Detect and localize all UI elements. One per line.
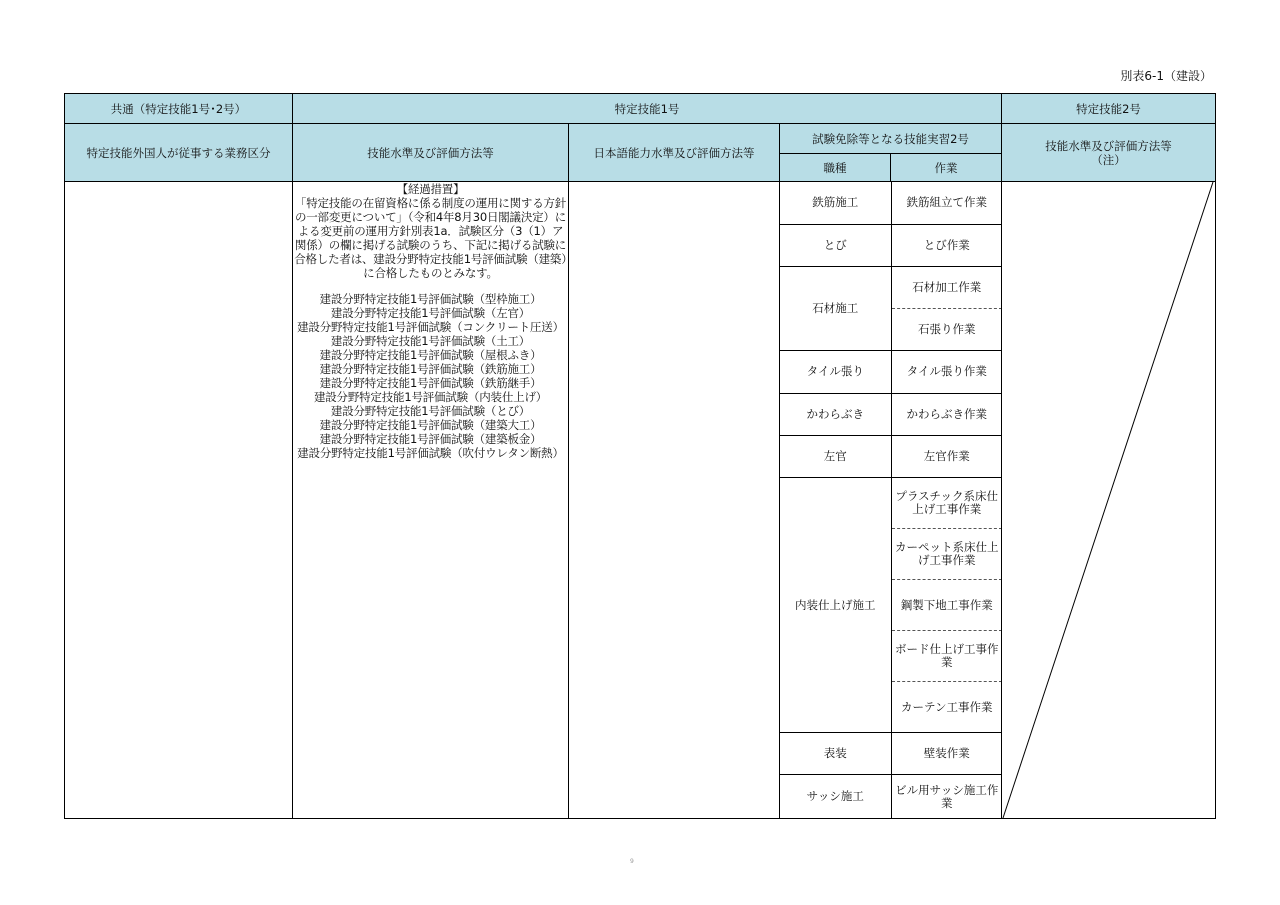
exam-item: 建設分野特定技能1号評価試験（吹付ウレタン断熱） [297, 445, 564, 460]
work-name: とび作業 [891, 224, 1002, 266]
occupation-name: 石材施工 [780, 266, 891, 350]
work-name: ビル用サッシ施工作業 [891, 775, 1002, 818]
occupation-name: 鉄筋施工 [780, 182, 891, 224]
diagonal-line [1003, 182, 1213, 818]
document-label: 別表6-1（建設） [1120, 69, 1212, 83]
work-name: ボード仕上げ工事作業 [891, 631, 1002, 682]
work-name: 鋼製下地工事作業 [891, 580, 1002, 631]
exam-item: 建設分野特定技能1号評価試験（建築板金） [319, 431, 542, 446]
exam-item: 建設分野特定技能1号評価試験（とび） [330, 403, 531, 418]
work-name: カーペット系床仕上げ工事作業 [891, 529, 1002, 580]
exam-item: 建設分野特定技能1号評価試験（鉄筋施工） [319, 361, 542, 376]
work-name: 石材加工作業 [891, 266, 1002, 308]
work-name: 鉄筋組立て作業 [891, 182, 1002, 224]
work-name: カーテン工事作業 [891, 682, 1002, 733]
exam-item: 建設分野特定技能1号評価試験（内装仕上げ） [313, 389, 548, 404]
exam-item: 建設分野特定技能1号評価試験（建築大工） [319, 417, 542, 432]
occupation-name: かわらぶき [780, 393, 891, 435]
header-occupation-work [780, 154, 1002, 182]
header-japanese-level: 日本語能力水準及び評価方法等 [569, 124, 780, 182]
header-skill-level: 技能水準及び評価方法等 [293, 124, 569, 182]
work-name: 左官作業 [891, 435, 1002, 477]
header-note: （注） [1091, 152, 1126, 167]
transition-title: 【経過措置】 [396, 182, 465, 196]
exam-item: 建設分野特定技能1号評価試験（鉄筋継手） [319, 375, 542, 390]
transition-paragraph: 「特定技能の在留資格に係る制度の運用に関する方針の一部変更について」（令和4年8月30日閣議決定）による変更前の運用方針別表1a．試験区分（3（1）ア関係）の欄に掲げる試験のうち、下記に掲げる試験に合格した者は、建設分野特定技能1号評価試験（建築）に合格したものとみなす。 [294, 196, 567, 280]
header-tokutei-1: 特定技能1号 [293, 94, 1002, 124]
work-name: プラスチック系床仕上げ工事作業 [891, 477, 1002, 528]
exam-item: 建設分野特定技能1号評価試験（屋根ふき） [319, 347, 542, 362]
exam-item: 建設分野特定技能1号評価試験（コンクリート圧送） [297, 319, 564, 334]
tokutei-2-empty-cell [1002, 182, 1216, 819]
work-name: かわらぶき作業 [891, 393, 1002, 435]
occupation-name: サッシ施工 [780, 775, 891, 818]
work-name: タイル張り作業 [891, 350, 1002, 393]
header-common: 共通（特定技能1号･2号） [65, 94, 293, 124]
occupation-name: 内装仕上げ施工 [780, 477, 891, 732]
occupation-name: 表装 [780, 733, 891, 775]
header-skill-level-2 [1002, 124, 1216, 182]
header-work: 作業 [934, 160, 958, 175]
occupation-name: タイル張り [780, 350, 891, 393]
occupation-work-cell [780, 182, 1002, 819]
header-business-category: 特定技能外国人が従事する業務区分 [65, 124, 293, 182]
work-name: 壁装作業 [891, 733, 1002, 775]
skills-table [64, 93, 1216, 819]
exam-item: 建設分野特定技能1号評価試験（左官） [330, 305, 531, 320]
diagonal-strike-line [1002, 182, 1215, 818]
header-occupation: 職種 [780, 154, 891, 181]
header-tokutei-2: 特定技能2号 [1002, 94, 1216, 124]
header-exemption: 試験免除等となる技能実習2号 [780, 124, 1002, 154]
occupation-name: 左官 [780, 435, 891, 477]
header-skill-level-2-label: 技能水準及び評価方法等 [1045, 138, 1172, 153]
japanese-level-cell [569, 182, 780, 819]
exam-item: 建設分野特定技能1号評価試験（型枠施工） [319, 291, 542, 306]
page-number: 9 [630, 858, 634, 865]
transition-measures [293, 182, 569, 819]
occupation-name: とび [780, 224, 891, 266]
business-category-cell [65, 182, 293, 819]
work-name: 石張り作業 [891, 308, 1002, 350]
exam-item: 建設分野特定技能1号評価試験（土工） [330, 333, 531, 348]
occupation-table [780, 182, 1002, 818]
